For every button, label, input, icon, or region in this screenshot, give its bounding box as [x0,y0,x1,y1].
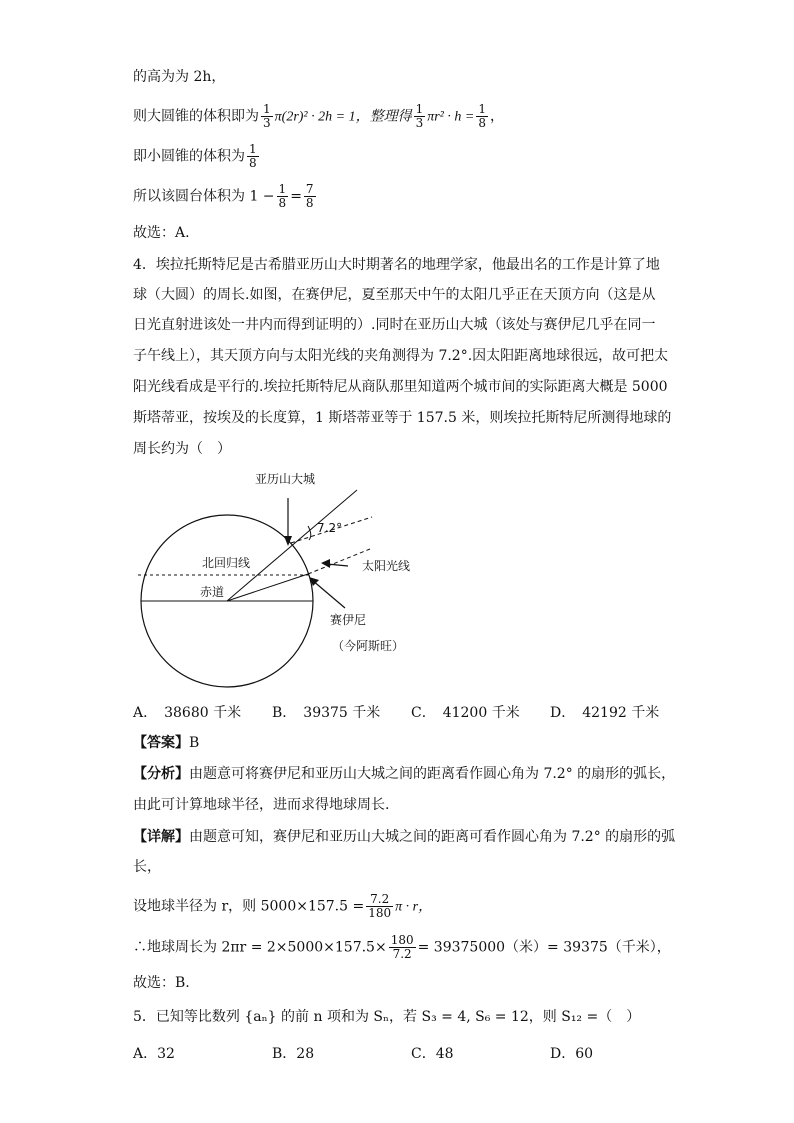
syene-radius-line [227,574,308,601]
question-text: 周长约为（ ） [133,441,231,457]
earth-diagram [120,470,440,695]
solution-line [133,183,318,210]
text: = [290,188,302,205]
label-equator: 赤道 [200,585,225,599]
text: 由题意可将赛伊尼和亚历山大城之间的距离看作圆心角为 7.2° 的扇形的弧长， [189,766,676,782]
fraction: $\frac{1}{3}$ [415,102,424,130]
text: = 39375000（米）= 39375（千米）， [417,939,671,956]
text: ， [489,108,504,125]
fraction: $\frac{1}{8}$ [478,102,486,130]
angle-arc [308,526,311,540]
choice-d[interactable]: D．60 [550,1046,594,1062]
solution-line: 的高为为 2h， [133,69,226,85]
answer-tag: 【答案】 [133,735,189,751]
question-text: 阳光线看成是平行的.埃拉托斯特尼从商队那里知道两个城市间的实际距离大概是 5000 [133,379,668,395]
arrowhead-icon [284,536,292,546]
text: 则大圆锥的体积即为 [133,108,259,125]
analysis-tag: 【分析】 [133,766,189,782]
solution-line [133,143,261,170]
choice-row [133,1043,689,1063]
label-alexandria: 亚历山大城 [255,472,316,486]
question-text: 斯塔蒂亚，按埃及的长度算，1 斯塔蒂亚等于 157.5 米，则埃拉托斯特尼所测得地球的 [133,410,672,426]
syene-pointer [312,580,345,608]
question-text: 5．已知等比数列 {aₙ} 的前 n 项和为 Sₙ，若 S₃ = 4, S₆ = 12，则 S₁₂ =（ ） [133,1009,641,1025]
fraction: $\frac{1}{8}$ [249,142,257,170]
question-text: 4．埃拉托斯特尼是古希腊亚历山大时期著名的地理学家，他最出名的工作是计算了地 [133,257,660,273]
choice-c[interactable]: C．48 [411,1046,454,1062]
text: 由题意可知，赛伊尼和亚历山大城之间的距离可看作圆心角为 7.2° 的扇形的弧 [189,829,676,845]
text: ∴地球周长为 2πr = 2×5000×157.5× [133,939,387,956]
fraction: $\frac{7.2}{180}$ [368,892,392,920]
label-sunlight: 太阳光线 [362,559,411,573]
label-syene: 赛伊尼 [330,613,367,627]
fraction: $\frac{1}{3}$ [263,102,271,130]
choice-d[interactable]: D． 42192 千米 [550,705,660,721]
answer-value: B [189,735,200,751]
answer-line: 故选：B. [133,975,190,991]
label-angle: 7.2° [317,521,343,535]
answer-line [133,733,199,753]
fraction: $\frac{180}{7.2}$ [390,933,414,961]
detail-line [133,893,432,920]
choice-a[interactable]: A． 38680 千米 [133,705,242,721]
choice-a[interactable]: A．32 [133,1046,175,1062]
formula: π(2r)² · 2h = 1，整理得 [274,109,412,125]
choice-b[interactable]: B．28 [272,1046,315,1062]
question-text: 球（大圆）的周长.如图，在赛伊尼，夏至那天中午的太阳几乎正在天顶方向（这是从 [133,287,656,303]
choice-row [133,702,689,722]
choice-b[interactable]: B． 39375 千米 [272,705,381,721]
analysis-line: 由此可计算地球半径，进而求得地球周长. [133,797,390,813]
fraction: $\frac{7}{8}$ [305,182,314,210]
sunlight-ray-line [308,549,370,574]
label-tropic: 北回归线 [202,556,251,570]
text: 所以该圆台体积为 1 − [133,188,275,205]
detail-line [133,934,671,961]
answer-line: 故选：A. [133,225,190,241]
alexandria-zenith-line [227,490,357,601]
label-aswan: （今阿斯旺） [332,639,405,653]
formula: πr² · h = [427,109,475,125]
detail-line: 长， [133,859,161,875]
detail-line [133,827,675,847]
detail-tag: 【详解】 [133,829,189,845]
text: 即小圆锥的体积为 [133,148,245,165]
question-text: 日光直射进该处一井内而得到证明的）.同时在亚历山大城（该处与赛伊尼几乎在同一 [133,317,656,333]
formula: π · r， [395,899,433,915]
solution-line [133,103,504,130]
fraction: $\frac{1}{8}$ [278,182,287,210]
choice-c[interactable]: C． 41200 千米 [411,705,520,721]
question-text: 子午线上），其天顶方向与太阳光线的夹角测得为 7.2°.因太阳距离地球很远，故可把太 [133,348,669,364]
arrowhead-icon [321,559,330,568]
analysis-line [133,764,675,784]
text: 设地球半径为 r，则 5000×157.5 = [133,898,365,915]
